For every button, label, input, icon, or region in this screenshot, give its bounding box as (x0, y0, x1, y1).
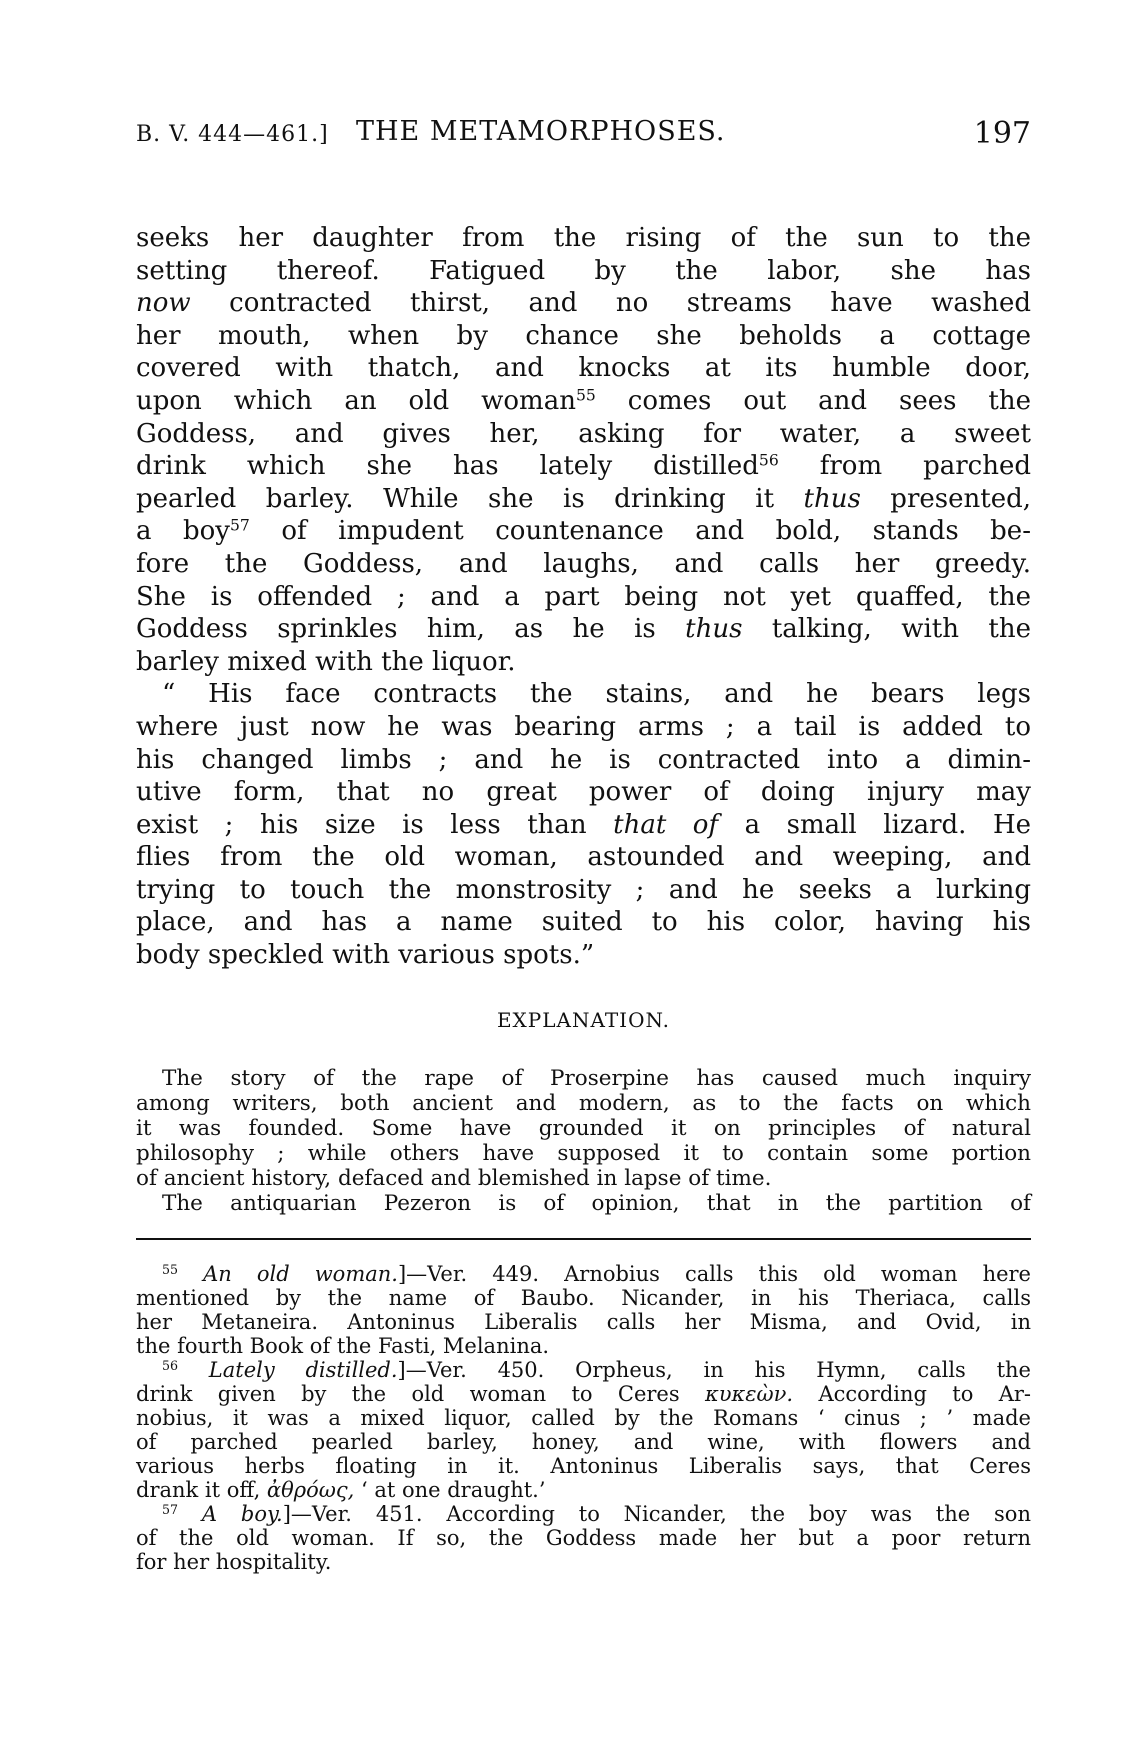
text-line (136, 222, 1031, 255)
text-line (136, 1334, 1031, 1358)
text-segment: nobius, it was a mixed liquor, called by the Romans ‘ cinus ; ’ made (136, 1406, 1031, 1430)
text-segment: her mouth, when by chance she beholds a cottage (136, 320, 1031, 351)
italic-text: thus (803, 483, 861, 514)
text-line (136, 1066, 1031, 1091)
text-segment: fore the Goddess, and laughs, and calls her greedy. (136, 548, 1031, 579)
text-line (136, 1454, 1031, 1478)
italic-text: An old woman. (203, 1262, 398, 1286)
text-segment: The antiquarian Pezeron is of opinion, that in the partition of (162, 1191, 1031, 1216)
text-line (136, 906, 1031, 939)
text-line (136, 841, 1031, 874)
text-segment (178, 1262, 203, 1286)
text-segment: ]—Ver. 450. Orpheus, in his Hymn, calls the (397, 1358, 1031, 1382)
running-header (136, 116, 1031, 156)
footnote-marker: 57 (162, 1502, 179, 1518)
text-line (136, 1141, 1031, 1166)
text-segment: seeks her daughter from the rising of the sun to the (136, 223, 1031, 253)
text-segment: it was founded. Some have grounded it on principles of natural (136, 1116, 1031, 1141)
text-segment: ]—Ver. 451. According to Nicander, the boy was the son (282, 1502, 1031, 1526)
text-segment (178, 1358, 209, 1382)
italic-text: Lately distilled. (208, 1358, 398, 1382)
text-segment: pearled barley. While she is drinking it (136, 483, 804, 514)
text-segment: contracted thirst, and no streams have washed (190, 288, 1031, 319)
text-segment: her Metaneira. Antoninus Liberalis calls her Misma, and Ovid, in (136, 1310, 1031, 1334)
text-line (136, 483, 1031, 516)
text-segment: The story of the rape of Proserpine has caused much inquiry (162, 1066, 1031, 1091)
text-segment: of impudent countenance and bold, stands be- (249, 516, 1031, 547)
text-segment: his changed limbs ; and he is contracted into a dimin- (136, 744, 1031, 775)
footnote-marker: 56 (758, 451, 779, 470)
italic-text: thus (685, 614, 743, 645)
text-line (136, 352, 1031, 385)
text-segment: utive form, that no great power of doing injury may (136, 777, 1031, 808)
text-segment: ]—Ver. 449. Arnobius calls this old woman here (397, 1262, 1031, 1286)
explanation-text (136, 1066, 1031, 1216)
text-line (136, 678, 1031, 711)
text-line (136, 711, 1031, 744)
section-reference: B. V. 444—461.] (136, 122, 329, 147)
text-segment: a small lizard. He (718, 809, 1032, 840)
text-segment: of the old woman. If so, the Goddess made her but a poor return (136, 1526, 1031, 1550)
text-line (136, 1286, 1031, 1310)
text-segment: where just now he was bearing arms ; a tail is added to (136, 711, 1031, 742)
text-line (136, 809, 1031, 842)
text-line (136, 1262, 1031, 1286)
text-segment: philosophy ; while others have supposed it to contain some portion (136, 1141, 1031, 1166)
text-segment: talking, with the (742, 614, 1031, 645)
text-segment: various herbs floating in it. Antoninus Liberalis says, that Ceres (136, 1454, 1031, 1478)
text-line (136, 1116, 1031, 1141)
text-segment: among writers, both ancient and modern, as to the facts on which (136, 1091, 1031, 1116)
main-text (136, 222, 1031, 972)
text-segment: a boy (136, 516, 230, 547)
text-segment: upon which an old woman (136, 385, 576, 416)
text-segment: setting thereof. Fatigued by the labor, she has (136, 255, 1031, 286)
text-line (136, 320, 1031, 353)
footnotes (136, 1262, 1031, 1574)
text-segment: exist ; his size is less than (136, 809, 614, 840)
italic-text: A boy. (201, 1502, 283, 1526)
text-line (136, 1191, 1031, 1216)
text-line (136, 515, 1031, 548)
text-line (136, 874, 1031, 907)
text-line (136, 1430, 1031, 1454)
footnote-marker: 55 (575, 386, 596, 405)
footnote-marker: 55 (162, 1262, 179, 1278)
explanation-heading: EXPLANATION. (496, 1008, 671, 1032)
text-segment: She is offended ; and a part being not yet quaffed, the (136, 581, 1031, 612)
text-segment: Goddess sprinkles him, as he is (136, 614, 686, 645)
text-segment: ‘ at one draught.’ (354, 1478, 546, 1502)
text-segment: mentioned by the name of Baubo. Nicander, in his Theriaca, calls (136, 1286, 1031, 1310)
text-line (136, 287, 1031, 320)
text-line (136, 776, 1031, 809)
text-line (136, 744, 1031, 777)
text-line (136, 385, 1031, 418)
text-segment: “ His face contracts the stains, and he bears legs (162, 679, 1031, 710)
text-line (136, 1091, 1031, 1116)
text-segment: flies from the old woman, astounded and weeping, and (136, 842, 1031, 873)
text-line (136, 939, 1031, 972)
text-line (136, 613, 1031, 646)
text-segment: drink given by the old woman to Ceres (136, 1382, 705, 1406)
text-line (136, 1382, 1031, 1406)
text-line (136, 581, 1031, 614)
text-line (136, 1310, 1031, 1334)
text-segment: of parched pearled barley, honey, and wine, with flowers and (136, 1430, 1031, 1454)
text-line (136, 1166, 1031, 1191)
italic-text: κυκεὼν. (704, 1382, 794, 1406)
text-segment: the fourth Book of the Fasti, Melanina. (136, 1334, 550, 1358)
text-line (136, 1550, 1031, 1574)
text-segment: drink which she has lately distilled (136, 451, 759, 482)
text-segment (178, 1502, 202, 1526)
text-segment: comes out and sees the (595, 385, 1032, 416)
text-segment: covered with thatch, and knocks at its humble door, (136, 353, 1031, 384)
text-segment: for her hospitality. (136, 1550, 332, 1574)
text-segment: According to Ar- (793, 1382, 1031, 1406)
text-segment: barley mixed with the liquor. (136, 646, 516, 677)
text-segment: Goddess, and gives her, asking for water, a sweet (136, 418, 1031, 449)
running-title: THE METAMORPHOSES. (356, 116, 726, 147)
text-segment: place, and has a name suited to his color, having his (136, 907, 1031, 938)
text-segment: presented, (860, 483, 1031, 514)
page-number: 197 (973, 116, 1031, 151)
text-segment: body speckled with various spots.” (136, 940, 595, 971)
italic-text: now (136, 288, 191, 319)
text-line (136, 1502, 1031, 1526)
text-line (136, 450, 1031, 483)
text-line (136, 1478, 1031, 1502)
text-segment: from parched (778, 451, 1031, 482)
footnote-marker: 56 (162, 1358, 179, 1374)
italic-text: that of (613, 809, 719, 840)
text-line (136, 255, 1031, 288)
italic-text: ἀθρόως, (266, 1478, 355, 1502)
text-line (136, 548, 1031, 581)
footnote-divider (136, 1238, 1031, 1240)
text-line (136, 1358, 1031, 1382)
text-segment: of ancient history, defaced and blemished in lapse of time. (136, 1166, 772, 1191)
text-line (136, 1526, 1031, 1550)
footnote-marker: 57 (230, 516, 250, 535)
text-segment: trying to touch the monstrosity ; and he seeks a lurking (136, 874, 1031, 905)
text-line (136, 418, 1031, 451)
text-line (136, 1406, 1031, 1430)
text-line (136, 646, 1031, 679)
text-segment: drank it off, (136, 1478, 267, 1502)
